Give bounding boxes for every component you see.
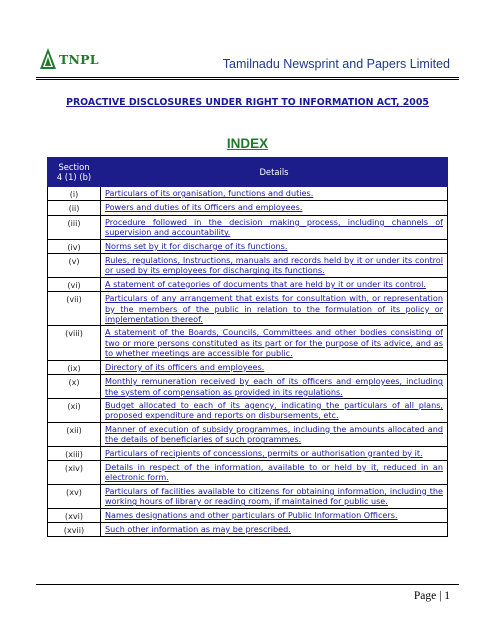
table-row (48, 215, 448, 239)
tnpl-logo (39, 45, 103, 73)
section-number: (ix) (48, 360, 101, 374)
detail-link[interactable]: Norms set by it for discharge of its functions. (105, 240, 288, 251)
page-number: Page | 1 (413, 590, 450, 602)
header-divider (36, 77, 459, 78)
detail-link[interactable]: Powers and duties of its Officers and employees. (105, 202, 303, 213)
detail-link[interactable]: Details in respect of the information, available to or held by it, reduced in an electronic form. (105, 461, 443, 483)
section-number: (xi) (48, 398, 101, 422)
detail-cell (101, 398, 448, 422)
section-header-line2: 4 (1) (b) (56, 172, 92, 182)
section-number: (x) (48, 375, 101, 399)
detail-link[interactable]: A statement of categories of documents that are held by it or under its control. (105, 278, 426, 289)
table-row (48, 446, 448, 460)
section-number: (xii) (48, 422, 101, 446)
detail-cell (101, 239, 448, 253)
table-row (48, 508, 448, 522)
table-row (48, 187, 448, 201)
detail-link[interactable]: Procedure followed in the decision making process, including channels of supervision and accountability. (105, 216, 443, 238)
section-number: (vi) (48, 277, 101, 291)
table-row (48, 292, 448, 326)
footer-divider (36, 584, 459, 585)
detail-cell (101, 508, 448, 522)
detail-cell (101, 187, 448, 201)
detail-cell (101, 446, 448, 460)
detail-cell (101, 201, 448, 215)
detail-link[interactable]: Names designations and other particulars of Public Information Officers. (105, 509, 398, 520)
section-number: (xvii) (48, 522, 101, 536)
table-row (48, 360, 448, 374)
table-row (48, 422, 448, 446)
detail-cell (101, 215, 448, 239)
company-name: Tamilnadu Newsprint and Papers Limited (222, 57, 450, 71)
section-number: (xiii) (48, 446, 101, 460)
detail-cell (101, 460, 448, 484)
detail-cell (101, 277, 448, 291)
table-row (48, 375, 448, 399)
section-number: (xiv) (48, 460, 101, 484)
detail-cell (101, 422, 448, 446)
detail-cell (101, 360, 448, 374)
page-label: Page (413, 590, 437, 602)
header-divider-secondary (36, 79, 459, 80)
logo-text: TNPL (59, 51, 99, 67)
detail-link[interactable]: Budget allocated to each of its agency, indicating the particulars of all plans, proposed expenditure and reports on disbursements, etc. (105, 399, 443, 421)
table-row (48, 201, 448, 215)
page-number-value: 1 (444, 590, 450, 602)
detail-cell (101, 522, 448, 536)
detail-link[interactable]: Directory of its officers and employees. (105, 361, 265, 372)
detail-link[interactable]: Particulars of recipients of concessions, permits or authorisation granted by it. (105, 447, 423, 458)
section-number: (vii) (48, 292, 101, 326)
table-row (48, 484, 448, 508)
detail-link[interactable]: Monthly remuneration received by each of its officers and employees, including the system of compensation as provided in its regulations. (105, 376, 443, 397)
index-title: INDEX (226, 136, 269, 151)
table-row (48, 398, 448, 422)
detail-cell (101, 326, 448, 360)
detail-cell (101, 484, 448, 508)
detail-link[interactable]: Particulars of facilities available to citizens for obtaining information, including the working hours of library or reading room, if maintained for public use. (105, 485, 443, 507)
section-number: (xv) (48, 484, 101, 508)
table-header-row (48, 158, 448, 187)
detail-link[interactable]: Particulars of its organisation, functions and duties. (105, 188, 314, 198)
detail-link[interactable]: A statement of the Boards, Councils, Committees and other bodies consisting of two or more persons constituted as its part or for the purpose of its advice, and as to whether meetings are accessible for public. (105, 327, 443, 359)
tree-logo-icon (39, 48, 57, 70)
table-row (48, 460, 448, 484)
table-row (48, 254, 448, 278)
detail-link[interactable]: Rules, regulations, Instructions, manuals and records held by it or under its control or used by its employees for discharging its functions. (105, 255, 443, 276)
document-subtitle: PROACTIVE DISCLOSURES UNDER RIGHT TO INFORMATION ACT, 2005 (66, 97, 429, 108)
section-number: (xvi) (48, 508, 101, 522)
detail-cell (101, 254, 448, 278)
section-number: (viii) (48, 326, 101, 360)
section-number: (v) (48, 254, 101, 278)
detail-link[interactable]: Particulars of any arrangement that exists for consultation with, or representation by the members of the public in relation to the formulation of its policy or implementation thereof. (105, 293, 443, 325)
table-row (48, 239, 448, 253)
column-header-section (48, 158, 101, 187)
section-number: (iii) (48, 215, 101, 239)
detail-link[interactable]: Manner of execution of subsidy programmes, including the amounts allocated and the details of beneficiaries of such programmes. (105, 423, 443, 445)
detail-link[interactable]: Such other information as may be prescribed. (105, 523, 291, 534)
detail-cell (101, 375, 448, 399)
table-row (48, 277, 448, 291)
column-header-details: Details (101, 158, 448, 187)
section-number: (i) (48, 187, 101, 201)
section-number: (ii) (48, 201, 101, 215)
disclosure-index-table (47, 157, 448, 537)
section-number: (iv) (48, 239, 101, 253)
section-header-line1: Section (58, 162, 90, 172)
detail-cell (101, 292, 448, 326)
table-row (48, 326, 448, 360)
table-row (48, 522, 448, 536)
